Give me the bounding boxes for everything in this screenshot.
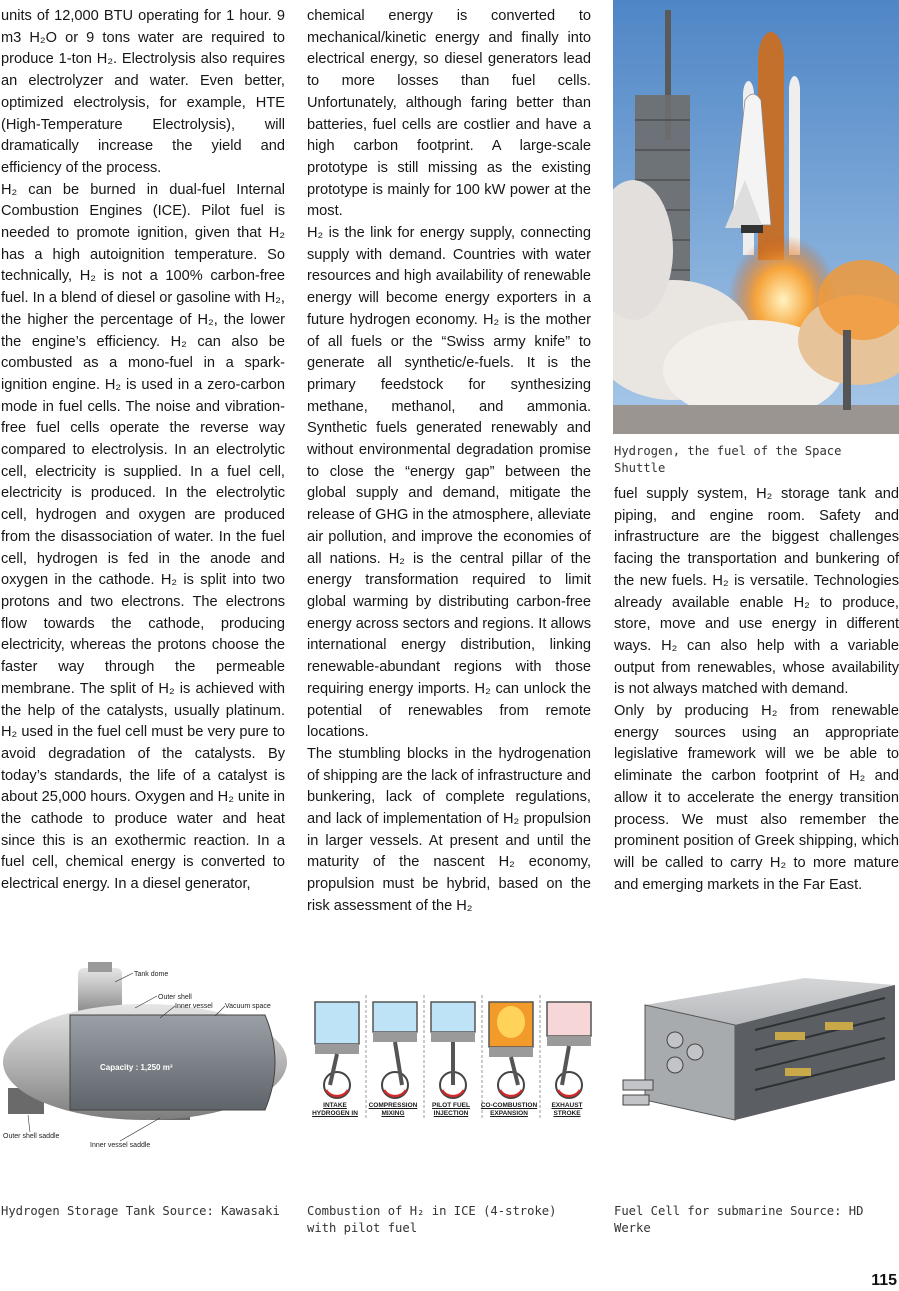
ice-label: EXHAUST STROKE [551, 1102, 583, 1117]
page-number: 115 [871, 1272, 897, 1289]
space-shuttle-photo [613, 0, 899, 434]
outer-shell-saddle-label: Outer shell saddle [3, 1133, 60, 1140]
ice-label: PILOT FUEL INJECTION [432, 1102, 470, 1117]
ice-label: INTAKE HYDROGEN IN [312, 1102, 358, 1117]
paragraph: The stumbling blocks in the hydrogenation of shipping are the lack of infrastructure and bunkering, lack of complete regulations, and lack of implementation of H₂ propulsion in larger vessels. At present and until the maturity of the nascent H₂ economy, propulsion must be hybrid, based on the risk assessment of the H₂ [307, 745, 591, 914]
cylinder-combustion [489, 1002, 533, 1098]
ice-label: CO-COMBUSTION EXPANSION [480, 1102, 538, 1117]
vacuum-space-label: Vacuum space [225, 1003, 271, 1010]
ice-label: COMPRESSION MIXING [368, 1102, 418, 1117]
tank-capacity-label: Capacity : 1,250 m³ [100, 1063, 173, 1072]
shuttle-caption: Hydrogen, the fuel of the Space Shuttle [614, 444, 842, 475]
tank-dome-label: Tank dome [134, 971, 169, 978]
cylinder-injection [431, 1002, 475, 1098]
cylinder-intake [315, 1002, 359, 1098]
outer-shell-label: Outer shell [158, 994, 192, 1001]
inner-vessel-label: Inner vessel [175, 1003, 213, 1010]
paragraph: H₂ is the link for energy supply, connecting supply with demand. Countries with water resources and high availability of renewable energy will become energy exporters in a future hydrogen economy. H₂ is the mother of all fuels or the “Swiss army knife” to generate all synthetic/e-fuels. It is the primary feedstock for synthesizing methane, methanol, and ammonia. Synthetic fuels generated renewably and without environmental degradation promise to close the “energy gap” between the global supply and demand, mitigate the release of GHG in the atmosphere, alleviate air pollution, and improve the economies of all nations. H₂ is the central pillar of the energy transformation required to limit global warming by distributing carbon-free energy across sectors and regions. It allows international energy distribution, linking renewable-abundant regions with those requiring energy imports. H₂ can unlock the potential of renewables from remote locations. [307, 225, 591, 741]
cylinder-compression [373, 1002, 417, 1098]
text-column-3 [614, 484, 899, 896]
tank-caption: Hydrogen Storage Tank Source: Kawasaki [1, 1204, 280, 1218]
text-column-2 [307, 6, 591, 918]
hydrogen-tank-image [0, 960, 290, 1150]
inner-vessel-saddle-label: Inner vessel saddle [90, 1142, 151, 1149]
ice-stroke-labels [306, 1102, 596, 1118]
paragraph: fuel supply system, H₂ storage tank and piping, and engine room. Safety and infrastructure are the biggest challenges facing the transportation and bunkering of the new fuels. H₂ is versatile. Technologies already available enable H₂ to produce, store, move and use energy in different ways. H₂ can also help with a variable output from renewables, whose availability is not always matched with demand. [614, 486, 899, 698]
fuel-cell-photo [615, 970, 897, 1135]
fuelcell-caption: Fuel Cell for submarine Source: HD Werke [614, 1204, 864, 1235]
paragraph: chemical energy is converted to mechanical/kinetic energy and finally into electrical energy, so diesel generators lead to more losses than fuel cells. Unfortunately, although faring better than batteries, fuel cells are costlier and have a high carbon footprint. A large-scale prototype is still missing as the existing prototype is mainly for 100 kW power at the most. [307, 8, 591, 220]
paragraph: Only by producing H₂ from renewable energy sources using an appropriate legislative framework will we be able to eliminate the carbon footprint of H₂ and allow it to accelerate the energy transition process. We must also remember the prominent position of Greek shipping, which will be called to carry H₂ to more mature and emerging markets in the Far East. [614, 703, 899, 893]
text-column-1 [1, 6, 285, 896]
cylinder-exhaust [547, 1002, 591, 1098]
paragraph: units of 12,000 BTU operating for 1 hour. 9 m3 H₂O or 9 tons water are required to produce 1-ton H₂. Electrolysis also requires an electrolyzer and water. Even better, optimized electrolysis, for example, HTE (High-Temperature Electrolysis), will dramatically increase the yield and efficiency of the process. [1, 8, 285, 176]
ice-caption: Combustion of H₂ in ICE (4-stroke) with pilot fuel [307, 1204, 557, 1235]
ice-stroke-diagram [306, 990, 596, 1125]
paragraph: H₂ can be burned in dual-fuel Internal Combustion Engines (ICE). Pilot fuel is needed to promote ignition, given that H₂ has a high autoignition temperature. So technically, H₂ is not a 100% carbon-free fuel. In a blend of diesel or gasoline with H₂, the higher the percentage of H₂, the lower the engine’s efficiency. H₂ can also be combusted as a mono-fuel in a spark-ignition engine. H₂ is used in a zero-carbon mode in fuel cells. The noise and vibration-free fuel cells operate the reverse way compared to electrolysis. In an electrolytic cell, electricity is supplied. In a fuel cell, electricity is produced. In the electrolytic cell, hydrogen and oxygen are produced from the disassociation of water. In the fuel cell, hydrogen is fed in the anode and oxygen in the cathode. H₂ is split into two protons and two electrons. The electrons flow towards the cathode, producing electricity, whereas the protons choose the faster way through the permeable membrane. The split of H₂ is achieved with the help of the catalysts, usually platinum. H₂ used in the fuel cell must be very pure to avoid degradation of the catalysts. By today’s standards, the life of a catalyst is about 25,000 hours. Oxygen and H₂ unite in the cathode to produce water and heat since this is an exothermic reaction. In a fuel cell, chemical energy is converted to electrical energy. In a diesel generator, [1, 181, 285, 893]
